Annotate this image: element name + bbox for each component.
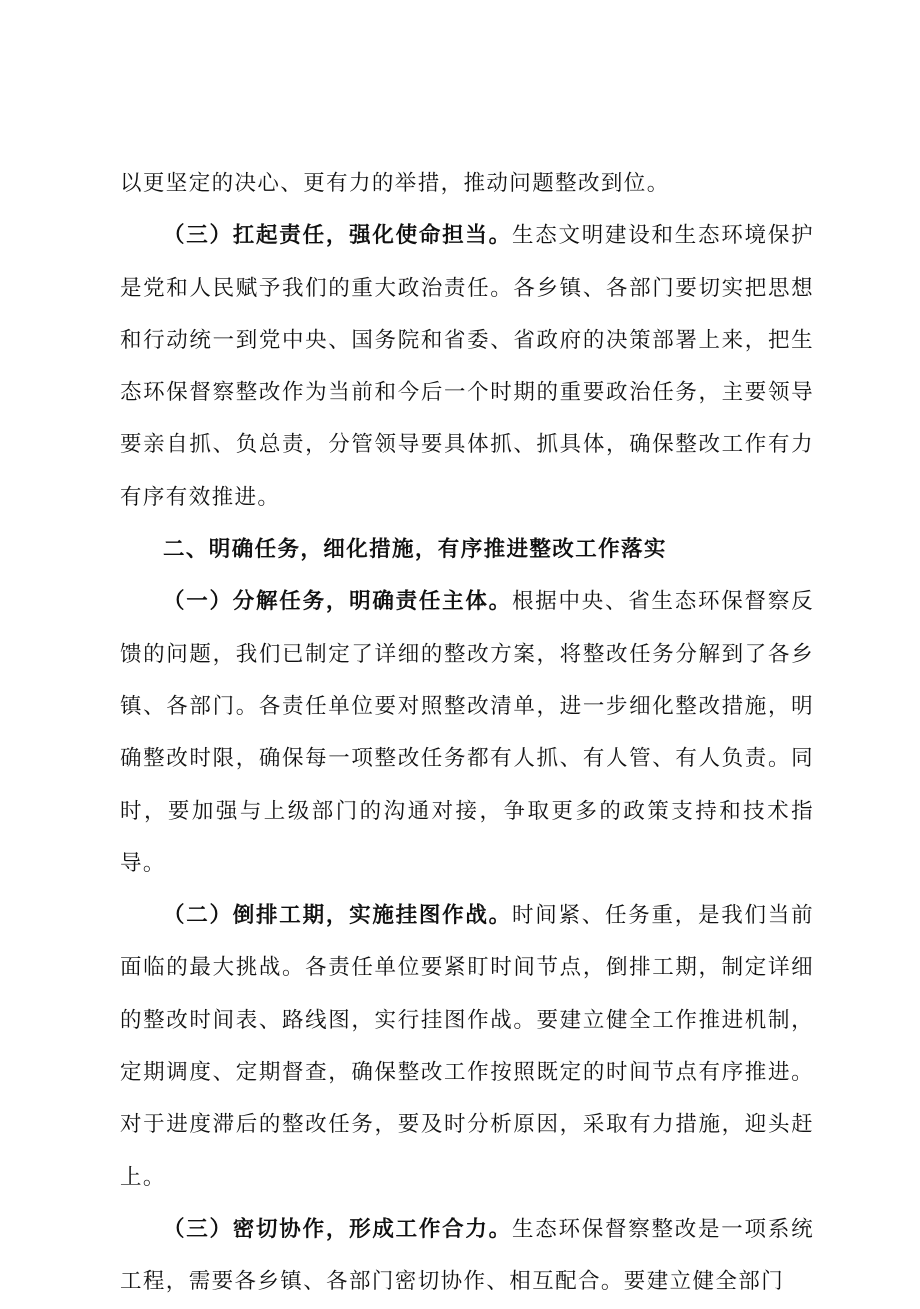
paragraph-section-2-schedule — [120, 890, 814, 1204]
paragraph-lead: （三）密切协作，形成工作合力。 — [163, 1216, 512, 1242]
paragraph-section-1-tasks — [120, 576, 814, 890]
paragraph-lead: （二）倒排工期，实施挂图作战。 — [163, 903, 512, 929]
section-heading-2: 二、明确任务，细化措施，有序推进整改工作落实 — [163, 537, 667, 563]
paragraph-section-3-cooperation — [120, 1204, 814, 1309]
paragraph-section-3-responsibility — [120, 210, 814, 524]
paragraph-continuation — [120, 158, 814, 210]
paragraph-text: 根据中央、省生态环保督察反馈的问题，我们已制定了详细的整改方案，将整改任务分解到了各乡镇、各部门。各责任单位要对照整改清单，进一步细化整改措施，明确整改时限，确保每一项整改任务都有人抓、有人管、有人负责。同时，要加强与上级部门的沟通对接，争取更多的政策支持和技术指导。 — [120, 589, 814, 876]
paragraph-lead: （三）扛起责任，强化使命担当。 — [163, 223, 512, 249]
paragraph-lead: （一）分解任务，明确责任主体。 — [163, 589, 512, 615]
paragraph-text: 以更坚定的决心、更有力的举措，推动问题整改到位。 — [120, 171, 670, 196]
paragraph-text: 时间紧、任务重，是我们当前面临的最大挑战。各责任单位要紧盯时间节点，倒排工期，制定详细的整改时间表、路线图，实行挂图作战。要建立健全工作推进机制，定期调度、定期督查，确保整改工作按照既定的时间节点有序推进。对于进度滞后的整改任务，要及时分析原因，采取有力措施，迎头赶上。 — [120, 903, 814, 1190]
paragraph-text: 生态文明建设和生态环境保护是党和人民赋予我们的重大政治责任。各乡镇、各部门要切实把思想和行动统一到党中央、国务院和省委、省政府的决策部署上来，把生态环保督察整改作为当前和今后一个时期的重要政治任务，主要领导要亲自抓、负总责，分管领导要具体抓、抓具体，确保整改工作有力有序有效推进。 — [120, 223, 814, 510]
paragraph-text: 生态环保督察整改是一项系统工程，需要各乡镇、各部门密切协作、相互配合。要建立健全部门 — [120, 1216, 814, 1295]
document-page — [120, 158, 814, 1309]
